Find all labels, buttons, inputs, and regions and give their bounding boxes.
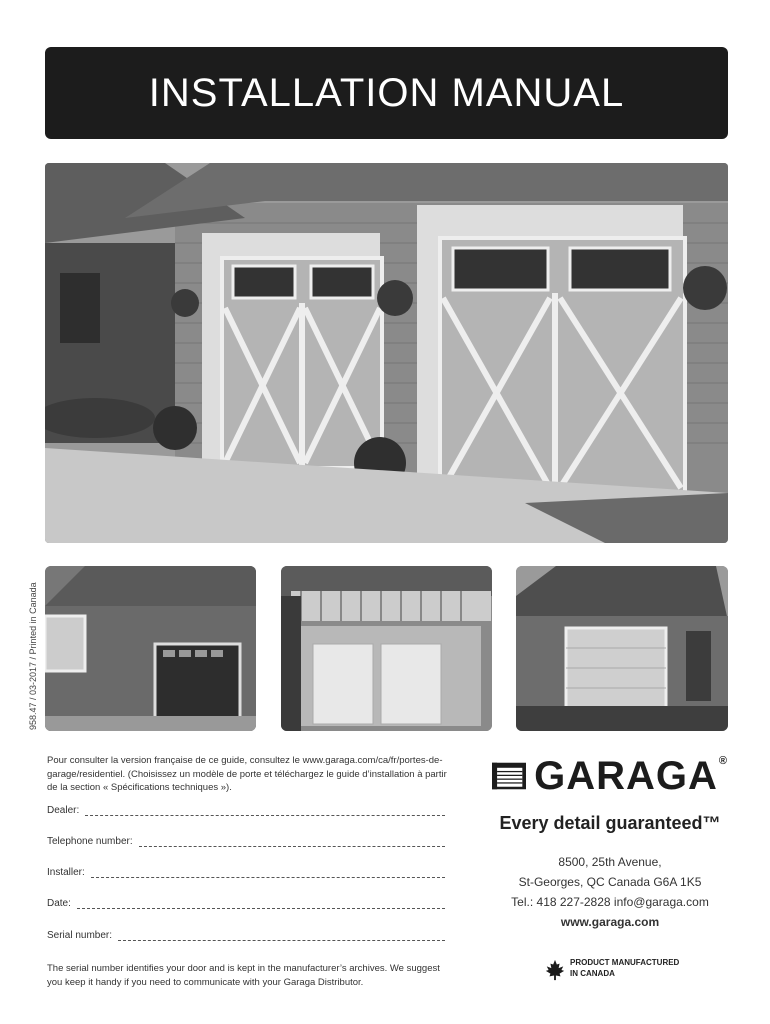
dealer-line [85,805,445,816]
telephone-label: Telephone number: [47,836,133,847]
address-line-2: St-Georges, QC Canada G6A 1K5 [518,875,702,889]
telephone-line [139,836,445,847]
serial-number-note: The serial number identifies your door and is kept in the manufacturer’s archives. We suggest you keep it handy if you need to communicate with your Garaga Distributor. [47,963,440,988]
brand-name: GARAGA® [534,754,728,798]
installer-field [47,867,445,878]
main-house-photo [45,163,728,543]
serial-number-field [47,930,445,941]
date-label: Date: [47,898,71,909]
contact-info: Tel.: 418 227-2828 info@garaga.com [511,895,709,909]
french-version-note: Pour consulter la version française de ce guide, consultez le www.garaga.com/ca/fr/portes-de-garage/residentiel. (Choisissez un modèle de porte et téléchargez le guide d’installation à partir de la section « Spécifications techniques »). [47,755,447,793]
house-photo-3 [516,566,728,731]
company-address [492,852,728,932]
serial-number-line [118,930,445,941]
made-in-line-2: IN CANADA [570,969,615,978]
brand-tagline: Every detail guaranteed™ [499,813,721,833]
telephone-field [47,836,445,847]
dealer-label: Dealer: [47,805,80,816]
house-photo-1 [45,566,256,731]
title-banner [45,47,728,139]
document-code: 958.47 / 03-2017 / Printed in Canada [28,582,38,730]
date-field [47,898,445,909]
address-line-1: 8500, 25th Avenue, [558,855,662,869]
house-photo-2 [281,566,492,731]
installer-label: Installer: [47,867,85,878]
manual-title: INSTALLATION MANUAL [148,70,625,115]
maple-leaf-icon [544,959,566,981]
made-in-line-1: PRODUCT MANUFACTURED [570,958,680,967]
garaga-logo [492,753,728,799]
made-in-canada [544,957,724,981]
serial-number-label: Serial number: [47,930,113,941]
dealer-field [47,805,445,816]
installer-line [91,867,445,878]
website-link[interactable]: www.garaga.com [560,915,660,929]
date-line [77,898,445,909]
garaga-door-logo-icon [492,755,526,797]
